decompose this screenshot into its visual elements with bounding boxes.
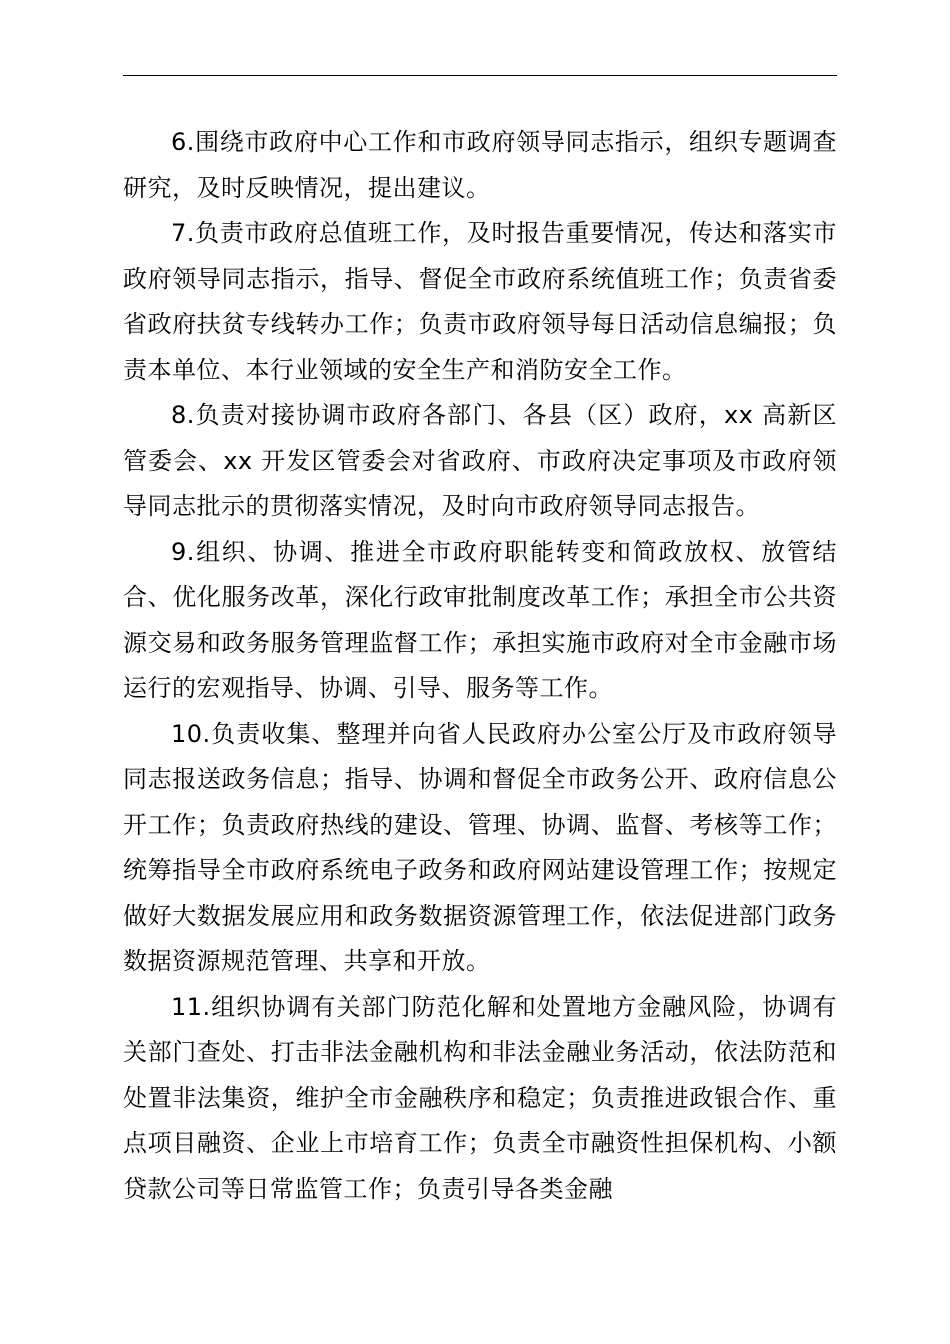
header-rule — [123, 75, 837, 76]
paragraph-9: 9.组织、协调、推进全市政府职能转变和简政放权、放管结合、优化服务改革，深化行政审批制度改革工作；承担全市公共资源交易和政务服务管理监督工作；承担实施市政府对全市金融市场运行的宏观指导、协调、引导、服务等工作。 — [123, 537, 837, 702]
paragraph-7: 7.负责市政府总值班工作，及时报告重要情况，传达和落实市政府领导同志指示，指导、督促全市政府系统值班工作；负责省委省政府扶贫专线转办工作；负责市政府领导每日活动信息编报；负责本单位、本行业领域的安全生产和消防安全工作。 — [123, 219, 837, 384]
paragraph-8: 8.负责对接协调市政府各部门、各县（区）政府，xx 高新区管委会、xx 开发区管委会对省政府、市政府决定事项及市政府领导同志批示的贯彻落实情况，及时向市政府领导同志报告。 — [123, 401, 837, 520]
paragraph-6: 6.围绕市政府中心工作和市政府领导同志指示，组织专题调查研究，及时反映情况，提出建议。 — [123, 128, 837, 202]
paragraph-11: 11.组织协调有关部门防范化解和处置地方金融风险，协调有关部门查处、打击非法金融机构和非法金融业务活动，依法防范和处置非法集资，维护全市金融秩序和稳定；负责推进政银合作、重点项目融资、企业上市培育工作；负责全市融资性担保机构、小额贷款公司等日常监管工作；负责引导各类金融 — [123, 992, 837, 1203]
paragraph-10: 10.负责收集、整理并向省人民政府办公室公厅及市政府领导同志报送政务信息；指导、协调和督促全市政务公开、政府信息公开工作；负责政府热线的建设、管理、协调、监督、考核等工作；统筹指导全市政府系统电子政务和政府网站建设管理工作；按规定做好大数据发展应用和政务数据资源管理工作，依法促进部门政务数据资源规范管理、共享和开放。 — [123, 719, 837, 975]
document-body — [123, 120, 837, 1212]
